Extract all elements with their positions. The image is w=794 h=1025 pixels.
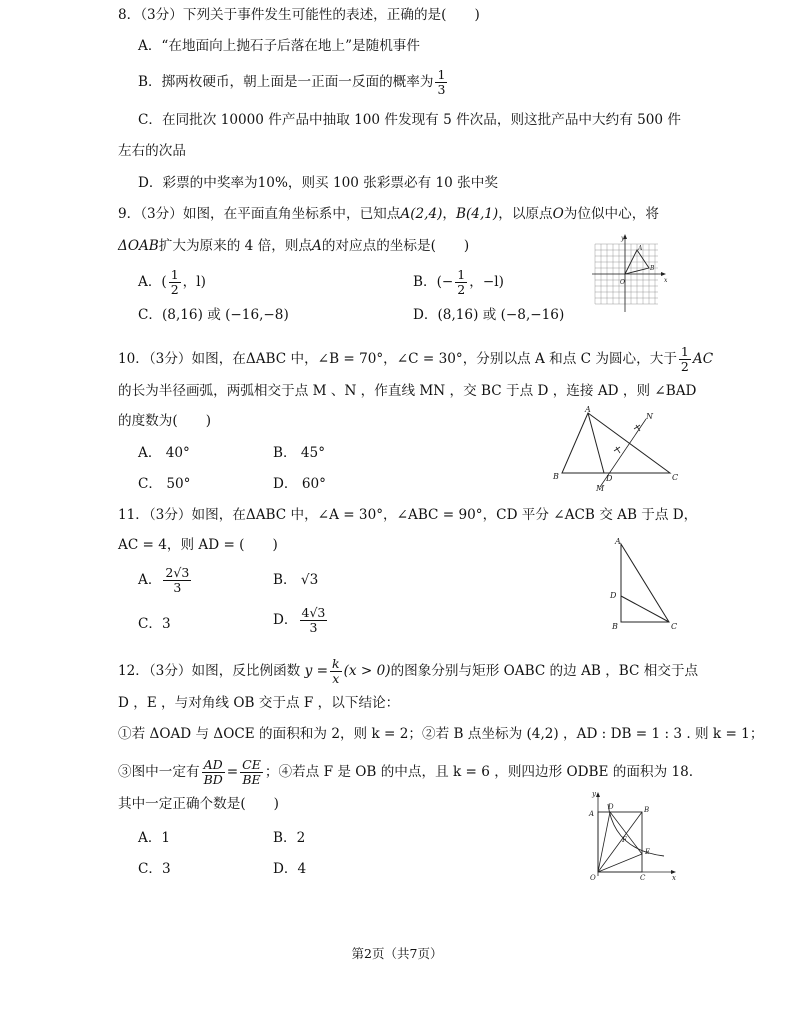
label-c: C xyxy=(671,622,678,631)
label-e: E xyxy=(645,848,651,856)
q9-option-a: A．( $\frac{1}{2}$ ，l) xyxy=(138,267,206,297)
segment-cd xyxy=(621,596,669,622)
q10-option-d: D． 60° xyxy=(273,476,326,492)
label-d: D xyxy=(610,591,617,600)
q11-option-d: D． $\frac{4√3}{3}$ xyxy=(273,605,326,635)
label-m: M xyxy=(596,484,605,493)
triangle-abc xyxy=(621,544,669,622)
q10-option-b: B． 45° xyxy=(273,445,325,461)
q9-option-d: D．(8,16) 或 (−8,−16) xyxy=(413,307,565,323)
q9-stem-line1: 9．（3分）如图，在平面直角坐标系中，已知点A(2,4)，B(4,1)，以原点O为位似中心，将 xyxy=(118,206,659,222)
q8-option-c-line2: 左右的次品 xyxy=(118,143,186,159)
q12-option-a: A．1 xyxy=(138,830,171,846)
q11-stem-line2: AC = 4，则 AD = ( ) xyxy=(118,537,278,553)
q11-option-b: B． √3 xyxy=(273,572,319,588)
svg-text:y: y xyxy=(621,235,625,242)
label-b: B xyxy=(644,806,650,814)
q8-stem: 8．（3分）下列关于事件发生可能性的表述，正确的是( ) xyxy=(118,7,480,23)
label-a: A xyxy=(589,810,595,818)
q9-stem-line2: ΔOAB扩大为原来的 4 倍，则点A的对应点的坐标是( ) xyxy=(118,238,470,254)
svg-text:B: B xyxy=(650,265,655,272)
q8-option-c-line1: C．在同批次 10000 件产品中抽取 100 件发现有 5 件次品，则这批产品中大约有 500 件 xyxy=(138,112,681,128)
q10-triangle-figure xyxy=(550,405,680,495)
q12-stem-line5: 其中一定正确个数是( ) xyxy=(118,796,279,812)
page-footer: 第2页（共7页） xyxy=(351,946,443,961)
label-f: F xyxy=(622,836,627,844)
label-a: A xyxy=(585,405,591,414)
q11-stem-line1: 11．（3分）如图，在ΔABC 中，∠A = 30°，∠ABC = 90°，CD 平分 ∠ACB 交 AB 于点 D， xyxy=(118,507,698,523)
svg-text:O: O xyxy=(620,279,625,286)
q9-option-c: C．(8,16) 或 (−16,−8) xyxy=(138,307,289,323)
q12-option-b: B．2 xyxy=(273,830,306,846)
label-a: A xyxy=(615,537,621,546)
svg-text:x: x xyxy=(664,277,668,284)
q9-grid-figure xyxy=(590,232,670,318)
q12-rectangle-figure xyxy=(584,790,680,882)
q10-option-c: C． 50° xyxy=(138,476,191,492)
q12-stem-line4: ③图中一定有 $\frac{AD}{BD}$ = $\frac{CE}{BE}$ ；④若点 F 是 OB 的中点，且 k = 6 ，则四边形 ODBE 的面积为 18. xyxy=(118,757,694,787)
q12-option-c: C．3 xyxy=(138,861,171,877)
label-d: D xyxy=(608,803,614,811)
label-c: C xyxy=(640,874,646,882)
q11-option-a: A． $\frac{2√3}{3}$ xyxy=(138,565,190,595)
segment-od xyxy=(598,812,610,872)
label-b: B xyxy=(553,472,559,481)
label-c: C xyxy=(672,473,679,482)
label-y: y xyxy=(592,790,596,798)
label-b: B xyxy=(612,622,618,631)
label-d: D xyxy=(606,474,613,483)
q8-option-a: A．“在地面向上抛石子后落在地上”是随机事件 xyxy=(138,38,420,54)
q9-option-b: B．(− $\frac{1}{2}$ ，−l) xyxy=(413,267,504,297)
segment-ad xyxy=(588,413,604,473)
q10-stem-line3: 的度数为( ) xyxy=(118,413,211,429)
label-o: O xyxy=(590,874,596,882)
q11-option-c: C．3 xyxy=(138,616,171,632)
q12-stem-line1: 12．（3分）如图，反比例函数 y = $\frac{k}{x}$ (x > 0)的图象分别与矩形 OABC 的边 AB ，BC 相交于点 xyxy=(118,656,699,686)
q12-stem-line2: D ，E ，与对角线 OB 交于点 F ，以下结论： xyxy=(118,695,400,711)
arc-mark-2 xyxy=(634,425,640,431)
q10-stem-line2: 的长为半径画弧，两弧相交于点 M 、N ，作直线 MN ，交 BC 于点 D ，连接 AD ，则 ∠BAD xyxy=(118,383,697,399)
label-n: N xyxy=(646,412,653,421)
q11-triangle-figure xyxy=(605,534,680,634)
q10-stem-line1: 10．（3分）如图，在ΔABC 中，∠B = 70°，∠C = 30°，分别以点 A 和点 C 为圆心，大于 $\frac{1}{2}$ AC xyxy=(118,344,714,374)
svg-text:A: A xyxy=(638,245,643,252)
label-x: x xyxy=(672,874,676,882)
q8-option-d: D．彩票的中奖率为10%，则买 100 张彩票必有 10 张中奖 xyxy=(138,175,498,191)
q12-stem-line3: ①若 ΔOAD 与 ΔOCE 的面积和为 2，则 k = 2；②若 B 点坐标为 (4,2) ，AD : DB = 1 : 3 . 则 k = 1； xyxy=(118,726,764,742)
arc-mark-1 xyxy=(614,447,620,453)
q10-option-a: A． 40° xyxy=(138,445,190,461)
q12-option-d: D．4 xyxy=(273,861,307,877)
q8-option-b: B．掷两枚硬币，朝上面是一正面一反面的概率为 $\frac{1}{3}$ xyxy=(138,67,446,97)
